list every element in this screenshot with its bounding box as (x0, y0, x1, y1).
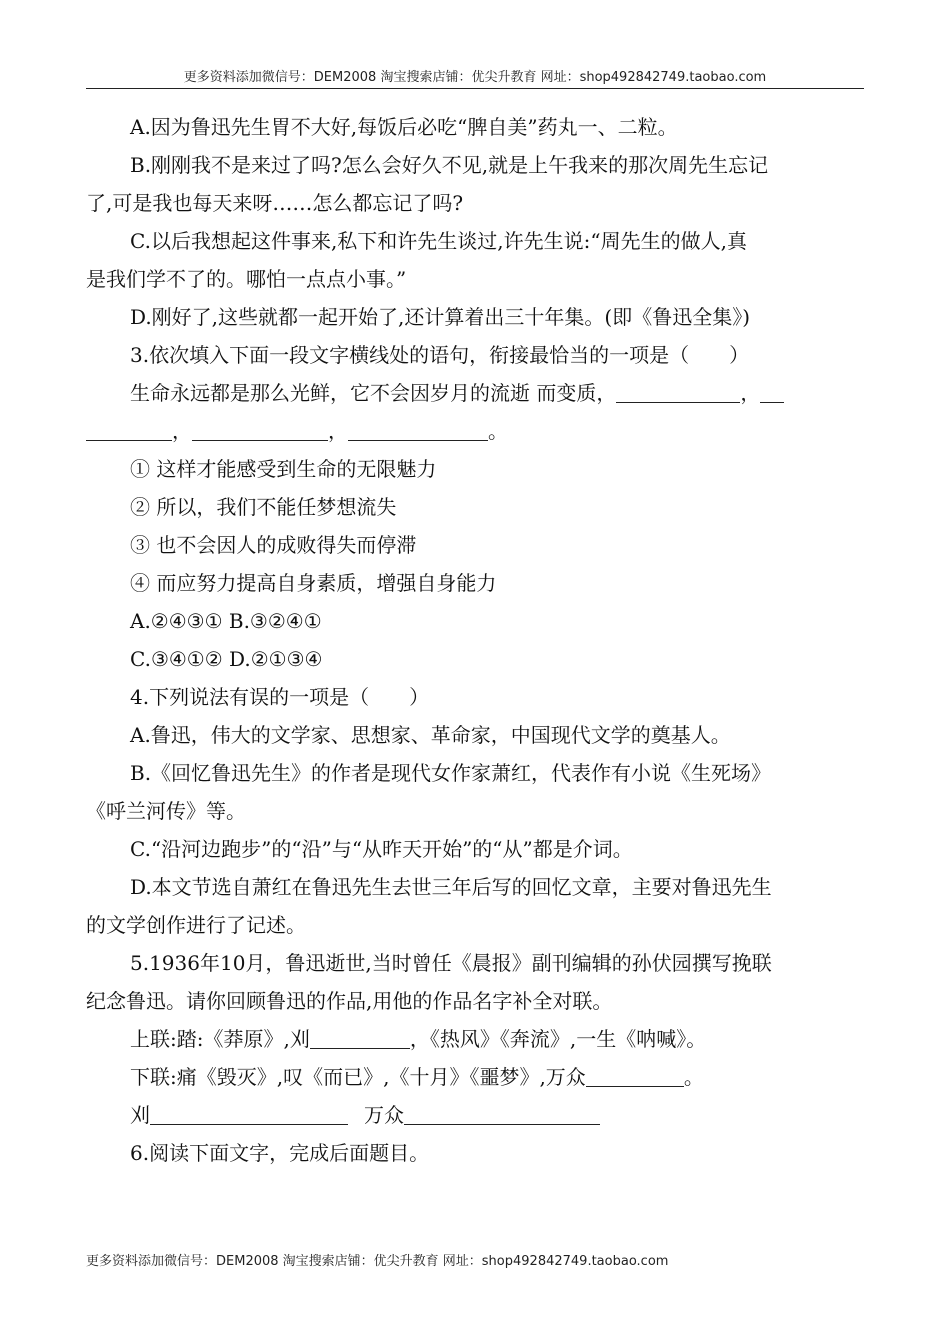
answer-blank-2-end[interactable] (86, 418, 172, 441)
comma: ， (328, 419, 348, 443)
couplet-upper-end: ，《热风》《奔流》,一生《呐喊》。 (409, 1027, 707, 1051)
comma: ， (740, 381, 761, 405)
option-a-text: A.因为鲁迅先生胃不大好,每饭后必吃“脾自美”药丸一、二粒。 (130, 115, 678, 139)
couplet-lower-blank[interactable] (586, 1064, 684, 1087)
question-4-stem: 4.下列说法有误的一项是（ ） (130, 685, 430, 709)
couplet-upper-start: 上联:踏:《莽原》,刈 (130, 1027, 310, 1051)
q4-option-a: A.鲁迅，伟大的文学家、思想家、革命家，中国现代文学的奠基人。 (130, 723, 731, 747)
question-3-stem: 3.依次填入下面一段文字横线处的语句，衔接最恰当的一项是（ ） (130, 343, 750, 367)
answer-blank-1[interactable] (616, 380, 740, 403)
answer-blank-3[interactable] (192, 418, 328, 441)
comma: ， (172, 419, 192, 443)
question-3-passage (130, 374, 784, 412)
answer-label-upper: 刈 (130, 1103, 150, 1127)
question-5-stem: 5.1936年10月，鲁迅逝世,当时曾任《晨报》副刊编辑的孙伏园撰写挽联 (130, 951, 772, 975)
answer-field-upper[interactable] (150, 1102, 348, 1125)
question-3-passage-continued (86, 412, 508, 450)
sentence-option-1: ① 这样才能感受到生命的无限魅力 (130, 457, 437, 481)
sentence-option-2: ② 所以，我们不能任梦想流失 (130, 495, 397, 519)
option-d-text: D.刚好了,这些就都一起开始了,还计算着出三十年集。(即《鲁迅全集》) (130, 305, 750, 329)
answer-blank-2-start[interactable] (760, 380, 784, 403)
q4-option-d-continued: 的文学创作进行了记述。 (86, 913, 306, 937)
option-c-continued: 是我们学不了的。哪怕一点点小事。” (86, 267, 407, 291)
couplet-answer-line (130, 1096, 600, 1134)
couplet-lower-start: 下联:痛《毁灭》,叹《而已》,《十月》《噩梦》,万众 (130, 1065, 586, 1089)
sentence-option-4: ④ 而应努力提高自身素质，增强自身能力 (130, 571, 497, 595)
passage-text: 生命永远都是那么光鲜，它不会因岁月的流逝 而变质， (130, 381, 617, 405)
q4-option-d: D.本文节选自萧红在鲁迅先生去世三年后写的回忆文章，主要对鲁迅先生 (130, 875, 772, 899)
q4-option-b: B.《回忆鲁迅先生》的作者是现代女作家萧红，代表作有小说《生死场》 (130, 761, 772, 785)
answer-choices-ab: A.②④③① B.③②④① (130, 609, 322, 633)
option-b-continued: 了,可是我也每天来呀……怎么都忘记了吗? (86, 191, 464, 215)
option-c-text: C.以后我想起这件事来,私下和许先生谈过,许先生说:“周先生的做人,真 (130, 229, 747, 253)
answer-label-lower: 万众 (364, 1103, 404, 1127)
question-5-stem-continued: 纪念鲁迅。请你回顾鲁迅的作品,用他的作品名字补全对联。 (86, 989, 613, 1013)
answer-blank-4[interactable] (348, 418, 488, 441)
page-header: 更多资料添加微信号：DEM2008 淘宝搜索店铺：优尖升教育 网址：shop492842749.taobao.com (183, 70, 767, 85)
question-6-stem: 6.阅读下面文字，完成后面题目。 (130, 1141, 430, 1165)
q4-option-c: C.“沿河边跑步”的“沿”与“从昨天开始”的“从”都是介词。 (130, 837, 633, 861)
couplet-lower (130, 1058, 704, 1096)
q4-option-b-continued: 《呼兰河传》等。 (86, 799, 246, 823)
page-footer: 更多资料添加微信号：DEM2008 淘宝搜索店铺：优尖升教育 网址：shop492842749.taobao.com (86, 1254, 669, 1269)
option-b-text: B.刚刚我不是来过了吗?怎么会好久不见,就是上午我来的那次周先生忘记 (130, 153, 769, 177)
sentence-option-3: ③ 也不会因人的成败得失而停滞 (130, 533, 417, 557)
answer-field-lower[interactable] (404, 1102, 600, 1125)
answer-choices-cd: C.③④①② D.②①③④ (130, 647, 323, 671)
header-divider (86, 88, 864, 89)
couplet-upper (130, 1020, 706, 1058)
period: 。 (488, 419, 508, 443)
couplet-lower-end: 。 (683, 1065, 704, 1089)
couplet-upper-blank[interactable] (310, 1026, 410, 1049)
